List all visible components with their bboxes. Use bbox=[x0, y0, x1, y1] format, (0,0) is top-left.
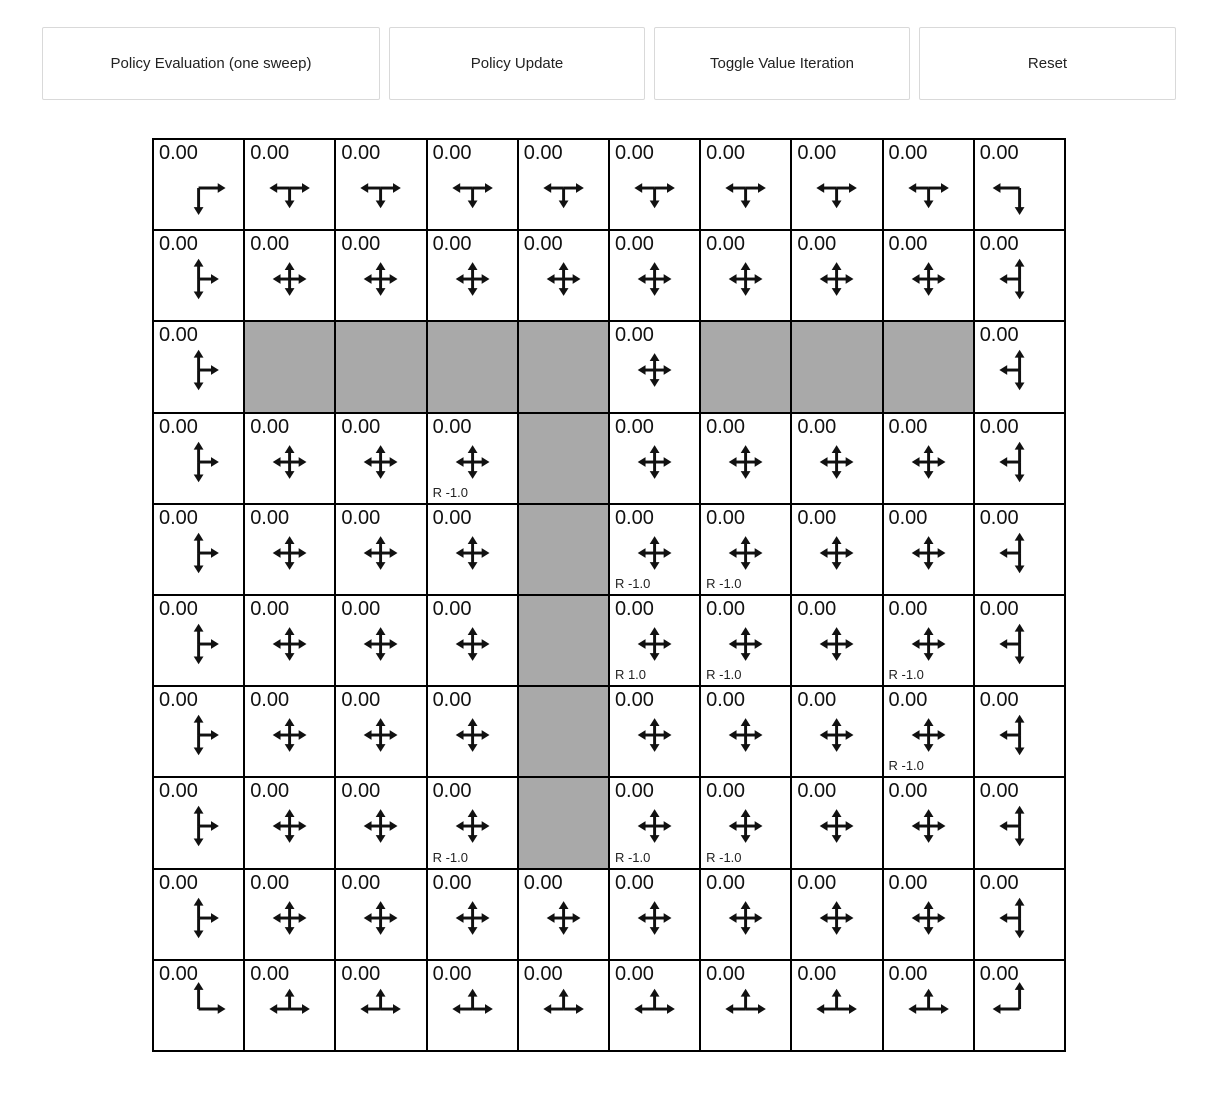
cell-value: 0.00 bbox=[797, 689, 837, 712]
wall-cell[interactable] bbox=[244, 321, 335, 412]
grid-cell[interactable] bbox=[153, 504, 244, 595]
grid-cell[interactable] bbox=[700, 686, 791, 777]
wall-cell[interactable] bbox=[518, 686, 609, 777]
cell-value: 0.00 bbox=[797, 233, 837, 256]
cell-value: 0.00 bbox=[432, 962, 472, 985]
grid-cell[interactable] bbox=[335, 869, 426, 960]
cell-value: 0.00 bbox=[614, 962, 654, 985]
grid-cell[interactable] bbox=[609, 504, 700, 595]
grid-cell[interactable] bbox=[974, 595, 1065, 686]
grid-cell[interactable] bbox=[335, 413, 426, 504]
cell-value: 0.00 bbox=[614, 689, 654, 712]
grid-cell[interactable] bbox=[518, 230, 609, 321]
cell-value: 0.00 bbox=[797, 506, 837, 529]
cell-value: 0.00 bbox=[523, 871, 563, 894]
grid-cell[interactable] bbox=[700, 869, 791, 960]
grid-cell[interactable] bbox=[335, 504, 426, 595]
wall-cell[interactable] bbox=[518, 595, 609, 686]
grid-cell[interactable] bbox=[335, 777, 426, 868]
policy-update-button[interactable]: Policy Update bbox=[389, 27, 645, 100]
cell-value: 0.00 bbox=[432, 689, 472, 712]
cell-value: 0.00 bbox=[979, 780, 1019, 803]
grid-cell[interactable] bbox=[244, 777, 335, 868]
grid-cell[interactable] bbox=[974, 777, 1065, 868]
grid-cell[interactable] bbox=[335, 595, 426, 686]
cell-value: 0.00 bbox=[706, 142, 746, 164]
cell-value: 0.00 bbox=[614, 780, 654, 803]
grid-cell[interactable] bbox=[883, 139, 974, 230]
cell-value: 0.00 bbox=[341, 689, 381, 712]
cell-value: 0.00 bbox=[159, 415, 198, 438]
cell-value: 0.00 bbox=[888, 506, 928, 529]
cell-value: 0.00 bbox=[888, 142, 928, 164]
toolbar bbox=[42, 27, 1224, 100]
grid-cell[interactable] bbox=[427, 686, 518, 777]
grid-cell[interactable] bbox=[700, 777, 791, 868]
cell-value: 0.00 bbox=[432, 415, 472, 438]
cell-value: 0.00 bbox=[159, 506, 198, 529]
grid-cell[interactable] bbox=[609, 595, 700, 686]
toggle-value-iteration-button[interactable]: Toggle Value Iteration bbox=[654, 27, 910, 100]
grid-cell[interactable] bbox=[244, 413, 335, 504]
cell-value: 0.00 bbox=[432, 871, 472, 894]
cell-value: 0.00 bbox=[797, 871, 837, 894]
cell-value: 0.00 bbox=[706, 506, 746, 529]
grid-cell[interactable] bbox=[883, 869, 974, 960]
grid-cell[interactable] bbox=[974, 139, 1065, 230]
cell-value: 0.00 bbox=[706, 597, 746, 620]
grid-cell[interactable] bbox=[244, 960, 335, 1051]
grid-cell[interactable] bbox=[974, 686, 1065, 777]
gridworld bbox=[152, 138, 1066, 1052]
grid-cell[interactable] bbox=[427, 960, 518, 1051]
grid-cell[interactable] bbox=[791, 413, 882, 504]
cell-value: 0.00 bbox=[614, 597, 654, 620]
grid-cell[interactable] bbox=[153, 413, 244, 504]
wall-cell[interactable] bbox=[700, 321, 791, 412]
cell-value: 0.00 bbox=[797, 780, 837, 803]
grid-cell[interactable] bbox=[153, 595, 244, 686]
cell-value: 0.00 bbox=[706, 415, 746, 438]
cell-value: 0.00 bbox=[979, 506, 1019, 529]
grid-cell[interactable] bbox=[791, 139, 882, 230]
cell-value: 0.00 bbox=[797, 597, 837, 620]
grid-cell[interactable] bbox=[244, 686, 335, 777]
grid-cell[interactable] bbox=[791, 777, 882, 868]
cell-value: 0.00 bbox=[432, 597, 472, 620]
cell-value: 0.00 bbox=[979, 233, 1019, 256]
cell-value: 0.00 bbox=[797, 962, 837, 985]
cell-value: 0.00 bbox=[159, 689, 198, 712]
cell-reward: R -1.0 bbox=[614, 575, 651, 591]
cell-value: 0.00 bbox=[250, 689, 290, 712]
grid-cell[interactable] bbox=[244, 504, 335, 595]
cell-value: 0.00 bbox=[250, 415, 290, 438]
grid-cell[interactable] bbox=[974, 321, 1065, 412]
grid-cell[interactable] bbox=[700, 413, 791, 504]
cell-value: 0.00 bbox=[250, 871, 290, 894]
cell-reward: R -1.0 bbox=[614, 849, 651, 865]
grid-cell[interactable] bbox=[609, 960, 700, 1051]
cell-value: 0.00 bbox=[523, 962, 563, 985]
grid-cell[interactable] bbox=[791, 595, 882, 686]
grid-cell[interactable] bbox=[427, 595, 518, 686]
cell-value: 0.00 bbox=[341, 597, 381, 620]
cell-value: 0.00 bbox=[159, 780, 198, 803]
grid-cell[interactable] bbox=[791, 686, 882, 777]
cell-value: 0.00 bbox=[341, 871, 381, 894]
cell-value: 0.00 bbox=[888, 233, 928, 256]
grid-cell[interactable] bbox=[427, 777, 518, 868]
cell-value: 0.00 bbox=[888, 689, 928, 712]
grid-cell[interactable] bbox=[609, 139, 700, 230]
cell-value: 0.00 bbox=[250, 233, 290, 256]
grid-cell[interactable] bbox=[609, 230, 700, 321]
cell-reward: R -1.0 bbox=[706, 667, 742, 683]
cell-value: 0.00 bbox=[614, 871, 654, 894]
grid-cell[interactable] bbox=[518, 960, 609, 1051]
cell-reward: R -1.0 bbox=[706, 575, 742, 591]
cell-reward: R -1.0 bbox=[888, 667, 924, 683]
cell-value: 0.00 bbox=[159, 962, 198, 985]
cell-value: 0.00 bbox=[797, 142, 837, 164]
grid-cell[interactable] bbox=[974, 960, 1065, 1051]
grid-cell[interactable] bbox=[700, 960, 791, 1051]
grid-cell[interactable] bbox=[153, 230, 244, 321]
cell-value: 0.00 bbox=[250, 506, 290, 529]
cell-value: 0.00 bbox=[888, 871, 928, 894]
wall-cell[interactable] bbox=[427, 321, 518, 412]
grid-cell[interactable] bbox=[609, 413, 700, 504]
cell-value: 0.00 bbox=[706, 780, 746, 803]
grid-cell[interactable] bbox=[153, 777, 244, 868]
cell-value: 0.00 bbox=[159, 871, 198, 894]
grid-cell[interactable] bbox=[883, 413, 974, 504]
grid-cell[interactable] bbox=[791, 960, 882, 1051]
cell-value: 0.00 bbox=[706, 962, 746, 985]
grid-cell[interactable] bbox=[244, 230, 335, 321]
cell-value: 0.00 bbox=[250, 780, 290, 803]
cell-value: 0.00 bbox=[523, 233, 563, 256]
wall-cell[interactable] bbox=[883, 321, 974, 412]
cell-value: 0.00 bbox=[706, 871, 746, 894]
cell-value: 0.00 bbox=[706, 233, 746, 256]
cell-value: 0.00 bbox=[341, 506, 381, 529]
grid-cell[interactable] bbox=[153, 139, 244, 230]
policy-evaluation-button[interactable]: Policy Evaluation (one sweep) bbox=[42, 27, 380, 100]
cell-value: 0.00 bbox=[341, 780, 381, 803]
grid-cell[interactable] bbox=[700, 504, 791, 595]
wall-cell[interactable] bbox=[518, 321, 609, 412]
cell-value: 0.00 bbox=[614, 324, 654, 347]
grid-cell[interactable] bbox=[609, 321, 700, 412]
cell-value: 0.00 bbox=[706, 689, 746, 712]
wall-cell[interactable] bbox=[518, 777, 609, 868]
cell-value: 0.00 bbox=[432, 506, 472, 529]
cell-value: 0.00 bbox=[614, 415, 654, 438]
grid-cell[interactable] bbox=[974, 504, 1065, 595]
cell-value: 0.00 bbox=[979, 597, 1019, 620]
cell-reward: R -1.0 bbox=[432, 849, 468, 865]
reset-button[interactable]: Reset bbox=[919, 27, 1176, 100]
wall-cell[interactable] bbox=[518, 413, 609, 504]
grid-cell[interactable] bbox=[244, 595, 335, 686]
grid-cell[interactable] bbox=[427, 139, 518, 230]
cell-value: 0.00 bbox=[614, 142, 654, 164]
cell-value: 0.00 bbox=[979, 689, 1019, 712]
cell-value: 0.00 bbox=[888, 415, 928, 438]
grid-cell[interactable] bbox=[427, 869, 518, 960]
cell-value: 0.00 bbox=[250, 597, 290, 620]
grid-cell[interactable] bbox=[153, 321, 244, 412]
cell-reward: R -1.0 bbox=[432, 484, 468, 500]
grid-cell[interactable] bbox=[335, 139, 426, 230]
grid-cell[interactable] bbox=[883, 595, 974, 686]
cell-value: 0.00 bbox=[159, 324, 198, 347]
grid-cell[interactable] bbox=[335, 960, 426, 1051]
grid-cell[interactable] bbox=[518, 139, 609, 230]
grid-cell[interactable] bbox=[153, 960, 244, 1051]
cell-value: 0.00 bbox=[432, 780, 472, 803]
cell-reward: R -1.0 bbox=[888, 758, 924, 774]
cell-value: 0.00 bbox=[888, 962, 928, 985]
cell-value: 0.00 bbox=[341, 962, 381, 985]
grid-cell[interactable] bbox=[883, 960, 974, 1051]
grid-cell[interactable] bbox=[335, 686, 426, 777]
cell-value: 0.00 bbox=[341, 415, 381, 438]
wall-cell[interactable] bbox=[335, 321, 426, 412]
grid-cell[interactable] bbox=[791, 230, 882, 321]
grid-cell[interactable] bbox=[427, 230, 518, 321]
grid-cell[interactable] bbox=[427, 413, 518, 504]
cell-value: 0.00 bbox=[979, 142, 1019, 164]
cell-value: 0.00 bbox=[979, 962, 1019, 985]
cell-value: 0.00 bbox=[341, 233, 381, 256]
grid-cell[interactable] bbox=[427, 504, 518, 595]
grid-cell[interactable] bbox=[974, 413, 1065, 504]
grid-cell[interactable] bbox=[883, 686, 974, 777]
grid-cell[interactable] bbox=[791, 504, 882, 595]
grid-cell[interactable] bbox=[974, 230, 1065, 321]
grid-cell[interactable] bbox=[700, 595, 791, 686]
cell-value: 0.00 bbox=[614, 233, 654, 256]
cell-value: 0.00 bbox=[341, 142, 381, 164]
grid-cell[interactable] bbox=[518, 869, 609, 960]
grid-cell[interactable] bbox=[153, 869, 244, 960]
cell-value: 0.00 bbox=[250, 142, 290, 164]
grid-cell[interactable] bbox=[153, 686, 244, 777]
cell-value: 0.00 bbox=[979, 415, 1019, 438]
cell-value: 0.00 bbox=[159, 142, 198, 164]
cell-value: 0.00 bbox=[432, 142, 472, 164]
cell-value: 0.00 bbox=[888, 597, 928, 620]
grid-cell[interactable] bbox=[244, 869, 335, 960]
grid-cell[interactable] bbox=[883, 504, 974, 595]
cell-value: 0.00 bbox=[614, 506, 654, 529]
grid-cell[interactable] bbox=[244, 139, 335, 230]
grid-cell[interactable] bbox=[883, 777, 974, 868]
cell-reward: R 1.0 bbox=[614, 667, 647, 683]
cell-value: 0.00 bbox=[797, 415, 837, 438]
cell-reward: R -1.0 bbox=[706, 849, 742, 865]
cell-value: 0.00 bbox=[159, 233, 198, 256]
cell-value: 0.00 bbox=[523, 142, 563, 164]
grid-cell[interactable] bbox=[609, 777, 700, 868]
grid-cell[interactable] bbox=[700, 139, 791, 230]
grid-cell[interactable] bbox=[883, 230, 974, 321]
grid-cell[interactable] bbox=[335, 230, 426, 321]
wall-cell[interactable] bbox=[791, 321, 882, 412]
grid-cell[interactable] bbox=[609, 869, 700, 960]
cell-value: 0.00 bbox=[979, 324, 1019, 347]
cell-value: 0.00 bbox=[888, 780, 928, 803]
grid-cell[interactable] bbox=[974, 869, 1065, 960]
grid-cell[interactable] bbox=[700, 230, 791, 321]
cell-value: 0.00 bbox=[250, 962, 290, 985]
cell-value: 0.00 bbox=[979, 871, 1019, 894]
grid-cell[interactable] bbox=[791, 869, 882, 960]
cell-value: 0.00 bbox=[432, 233, 472, 256]
grid-cell[interactable] bbox=[609, 686, 700, 777]
wall-cell[interactable] bbox=[518, 504, 609, 595]
cell-value: 0.00 bbox=[159, 597, 198, 620]
